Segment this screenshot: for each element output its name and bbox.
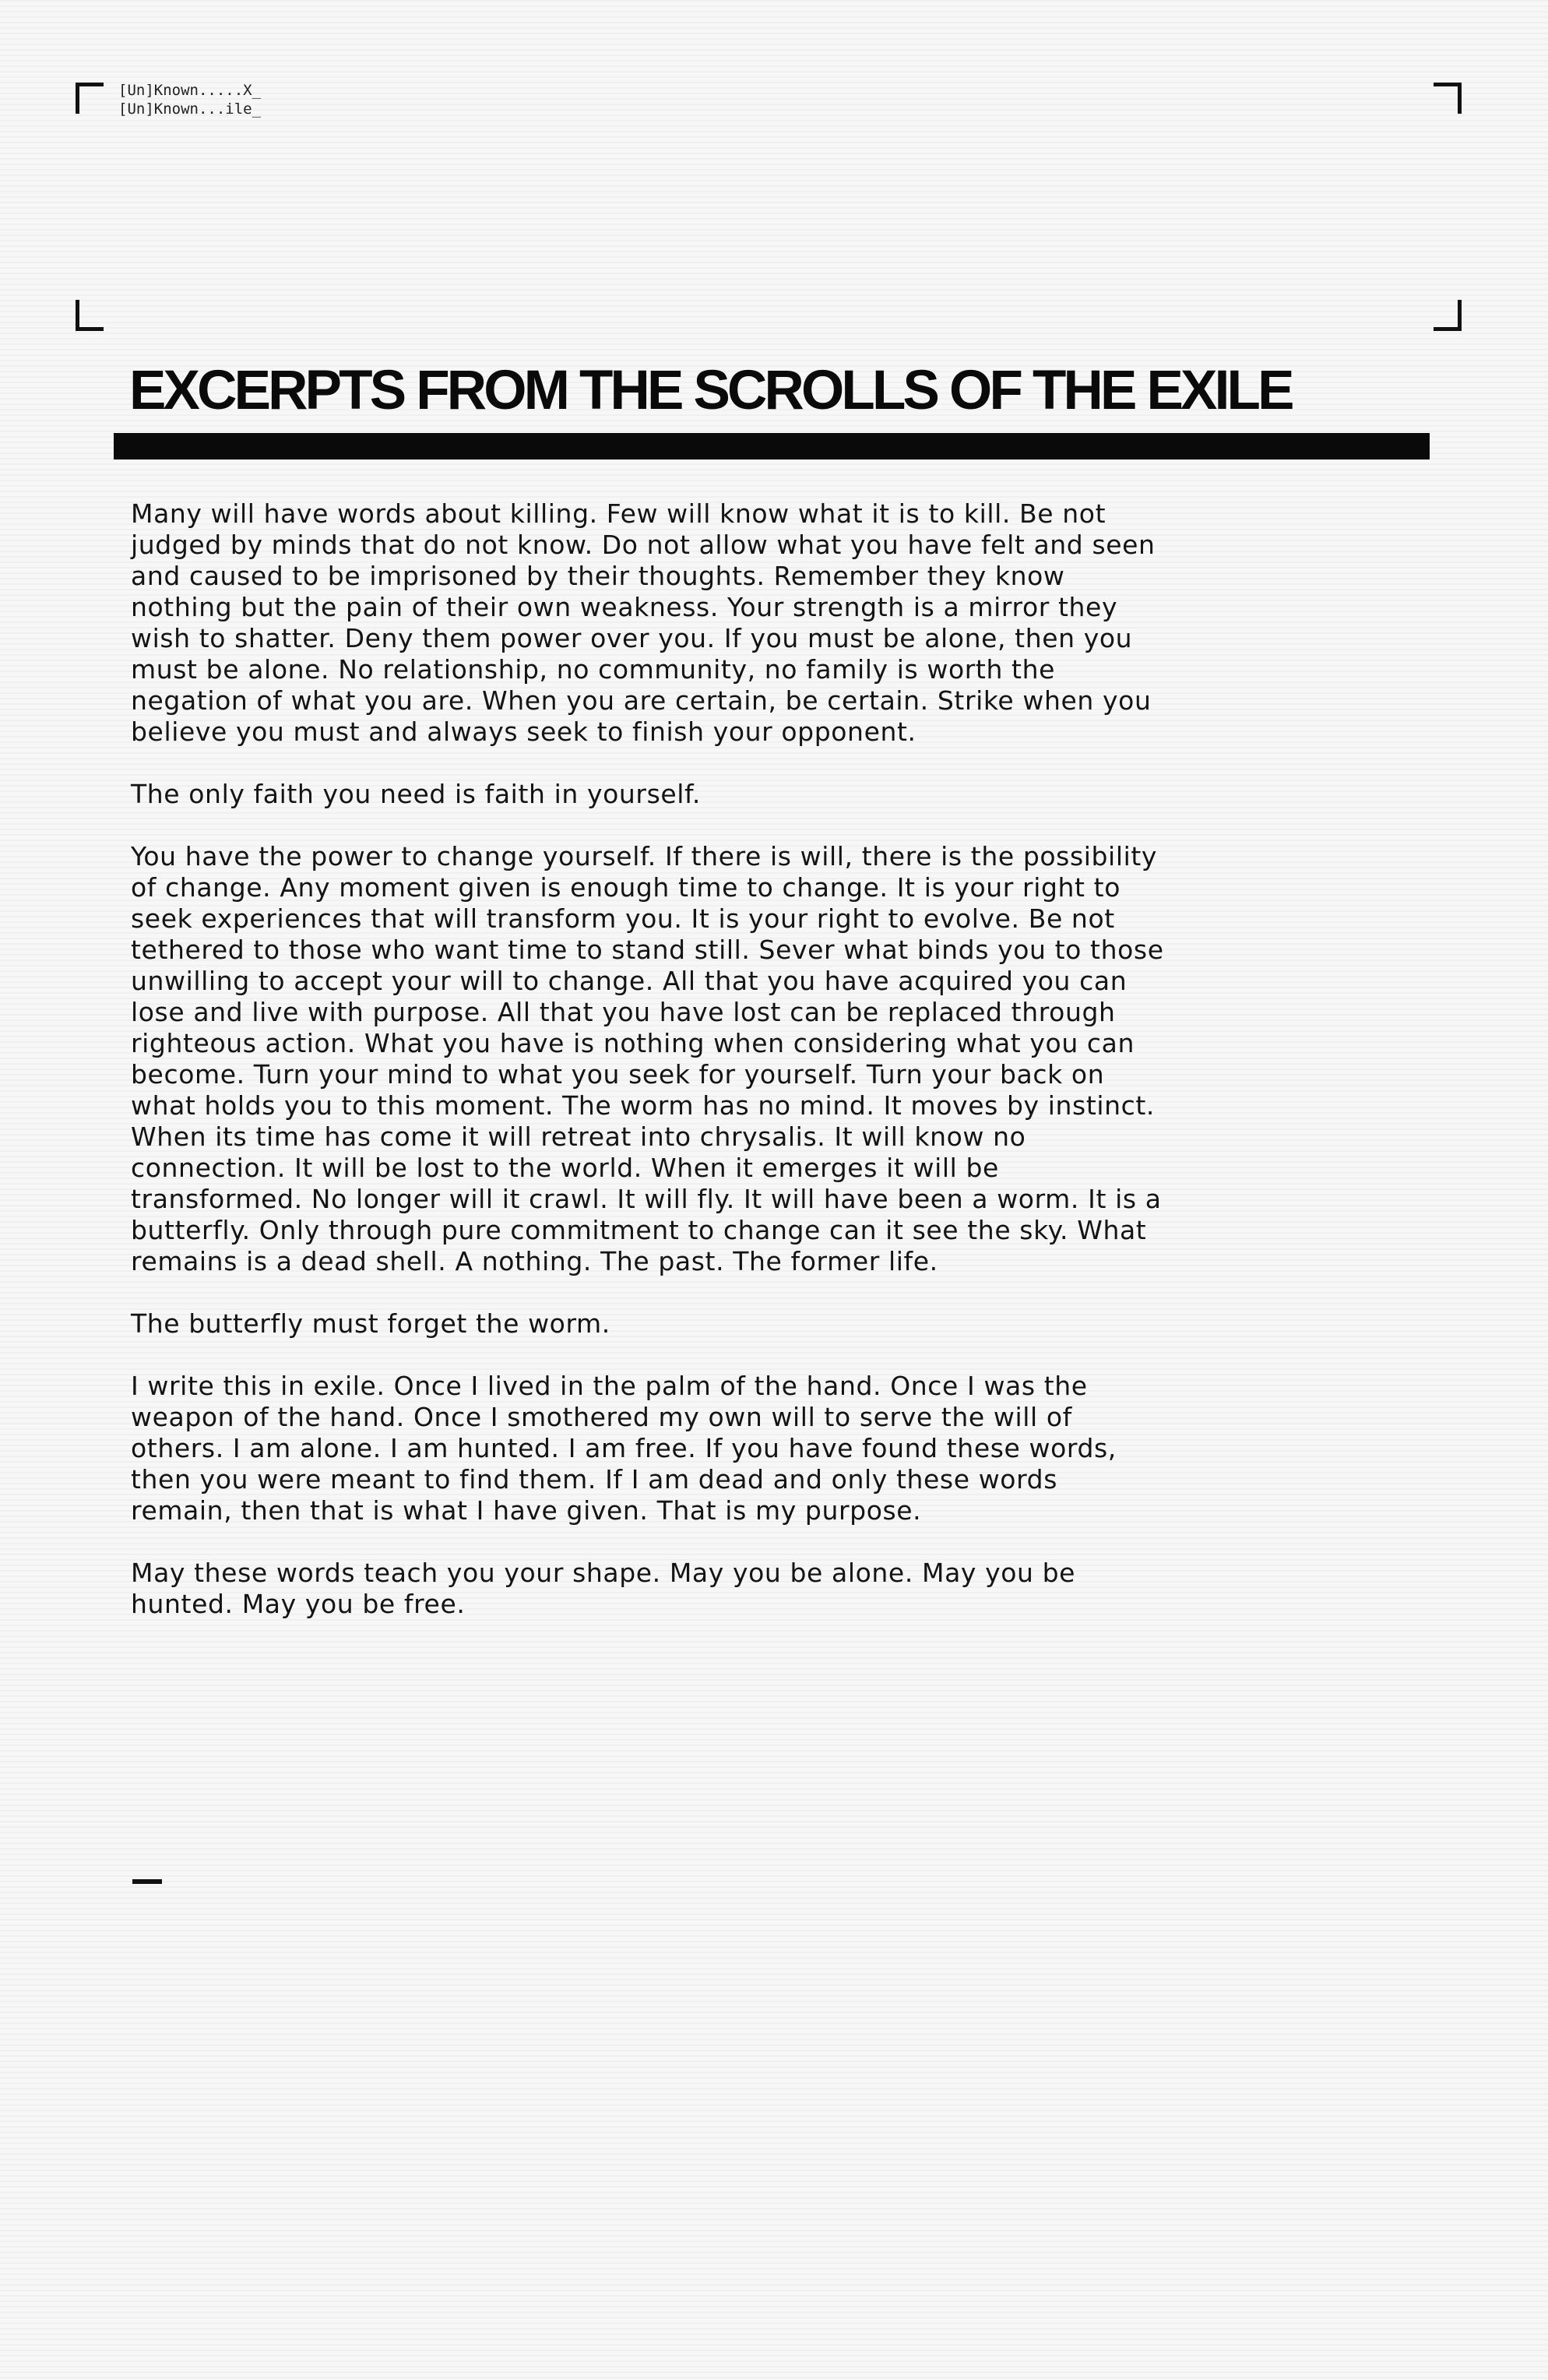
- frame-corner-top-left: [76, 83, 104, 114]
- title-underline-bar: [114, 433, 1430, 459]
- paragraph: The only faith you need is faith in yourself.: [131, 779, 701, 809]
- paragraph: The butterfly must forget the worm.: [131, 1308, 610, 1339]
- frame-corner-bottom-right: [1434, 300, 1462, 331]
- frame-corner-bottom-left: [76, 300, 104, 331]
- header-code-line: [Un]Known...ile_: [118, 100, 262, 118]
- scroll-excerpt-body: [131, 498, 1166, 1651]
- page-title: EXCERPTS FROM THE SCROLLS OF THE EXILE: [129, 360, 1292, 421]
- paragraph: I write this in exile. Once I lived in the palm of the hand. Once I was the weapon of the hand. Once I smothered my own will to serve the will of others. I am alone. I am hunted. I am free. If you have found these words, then you were meant to find them. If I am dead and only these words remain, then that is what I have given. That is my purpose.: [131, 1371, 1117, 1526]
- paragraph: May these words teach you your shape. May you be alone. May you be hunted. May you be free.: [131, 1558, 1076, 1619]
- header-code-block: [118, 81, 261, 118]
- frame-corner-top-right: [1434, 83, 1462, 114]
- header-code-line: [Un]Known.....X_: [118, 82, 262, 99]
- end-of-text-dash: [132, 1879, 162, 1884]
- paragraph: You have the power to change yourself. If there is will, there is the possibility of change. Any moment given is enough time to change. It is your right to seek experiences that will transform you. It is your right to evolve. Be not tethered to those who want time to stand still. Sever what binds you to those unwilling to accept your will to change. All that you have acquired you can lose and live with purpose. All that you have lost can be replaced through righteous action. What you have is nothing when considering what you can become. Turn your mind to what you seek for yourself. Turn your back on what holds you to this moment. The worm has no mind. It moves by instinct. When its time has come it will retreat into chrysalis. It will know no connection. It will be lost to the world. When it emerges it will be transformed. No longer will it crawl. It will fly. It will have been a worm. It is a butterfly. Only through pure commitment to change can it see the sky. What remains is a dead shell. A nothing. The past. The former life.: [131, 841, 1164, 1276]
- paragraph: Many will have words about killing. Few will know what it is to kill. Be not judged by minds that do not know. Do not allow what you have felt and seen and caused to be imprisoned by their thoughts. Remember they know nothing but the pain of their own weakness. Your strength is a mirror they wish to shatter. Deny them power over you. If you must be alone, then you must be alone. No relationship, no community, no family is worth the negation of what you are. When you are certain, be certain. Strike when you believe you must and always seek to finish your opponent.: [131, 498, 1156, 747]
